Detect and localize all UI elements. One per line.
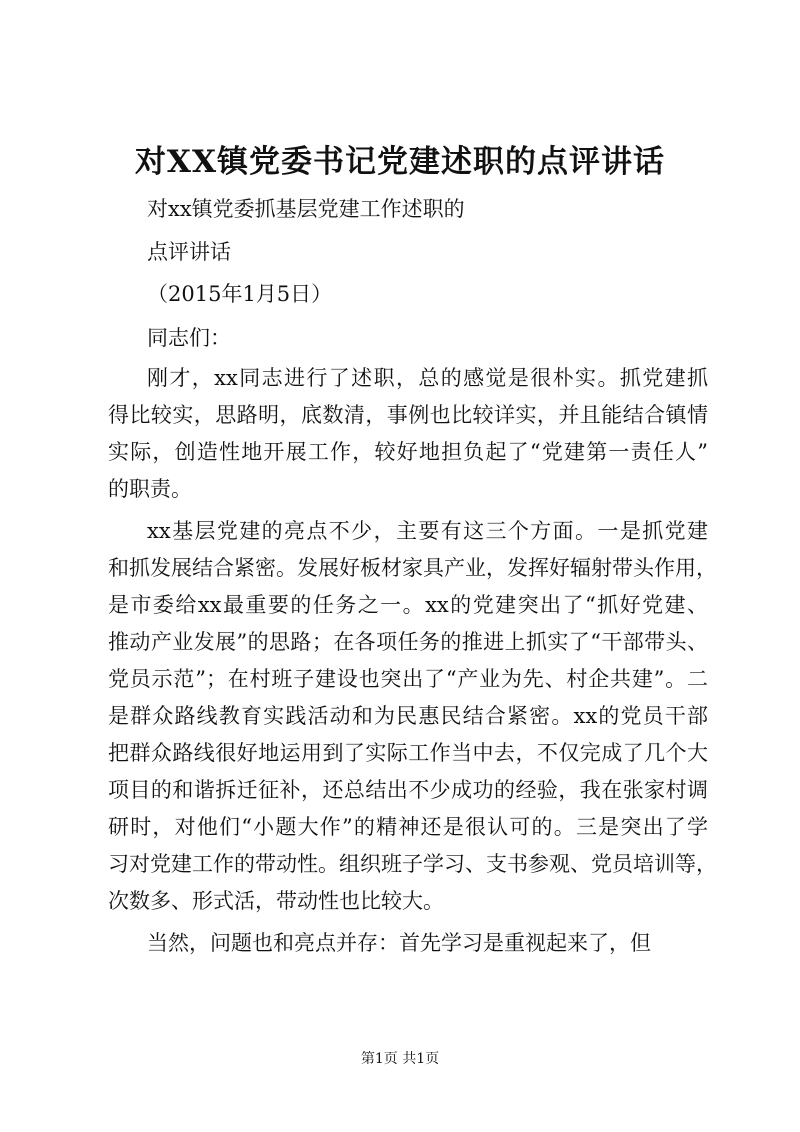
paragraph-line: 项目的和谐拆迁征补，还总结出不少成功的经验，我在张家村调 (108, 778, 708, 802)
paragraph-line: xx基层党建的亮点不少，主要有这三个方面。一是抓党建 (147, 519, 708, 543)
paragraph-line: 刚才，xx同志进行了述职，总的感觉是很朴实。抓党建抓 (147, 366, 708, 390)
paragraph-line: 是市委给xx最重要的任务之一。xx的党建突出了“抓好党建、 (108, 593, 708, 617)
subtitle-line-2: 点评讲话 (147, 240, 231, 264)
paragraph-line: 当然，问题也和亮点并存：首先学习是重视起来了，但 (147, 931, 651, 955)
paragraph-line: 次数多、形式活，带动性也比较大。 (108, 889, 444, 913)
paragraph-line: 的职责。 (108, 477, 192, 501)
paragraph-line: 是群众路线教育实践活动和为民惠民结合紧密。xx的党员干部 (108, 704, 708, 728)
paragraph-line: 习对党建工作的带动性。组织班子学习、支书参观、党员培训等， (108, 852, 717, 876)
paragraph-line: 党员示范”；在村班子建设也突出了“产业为先、村企共建”。二 (108, 667, 708, 691)
paragraph-line: 得比较实，思路明，底数清，事例也比较详实，并且能结合镇情 (108, 403, 708, 427)
paragraph-line: 推动产业发展”的思路；在各项任务的推进上抓实了“干部带头、 (108, 630, 708, 654)
salutation: 同志们： (147, 326, 231, 350)
date-line: （2015年1月5日） (147, 282, 333, 306)
paragraph-line: 和抓发展结合紧密。发展好板材家具产业，发挥好辐射带头作用， (108, 556, 717, 580)
paragraph-line: 把群众路线很好地运用到了实际工作当中去，不仅完成了几个大 (108, 741, 708, 765)
paragraph-line: 研时，对他们“小题大作”的精神还是很认可的。三是突出了学 (108, 815, 708, 839)
paragraph-line: 实际，创造性地开展工作，较好地担负起了“党建第一责任人” (108, 440, 708, 464)
page-footer: 第1页 共1页 (360, 1051, 440, 1067)
document-title: 对XX镇党委书记党建述职的点评讲话 (134, 144, 666, 180)
subtitle-line-1: 对xx镇党委抓基层党建工作述职的 (147, 197, 465, 221)
